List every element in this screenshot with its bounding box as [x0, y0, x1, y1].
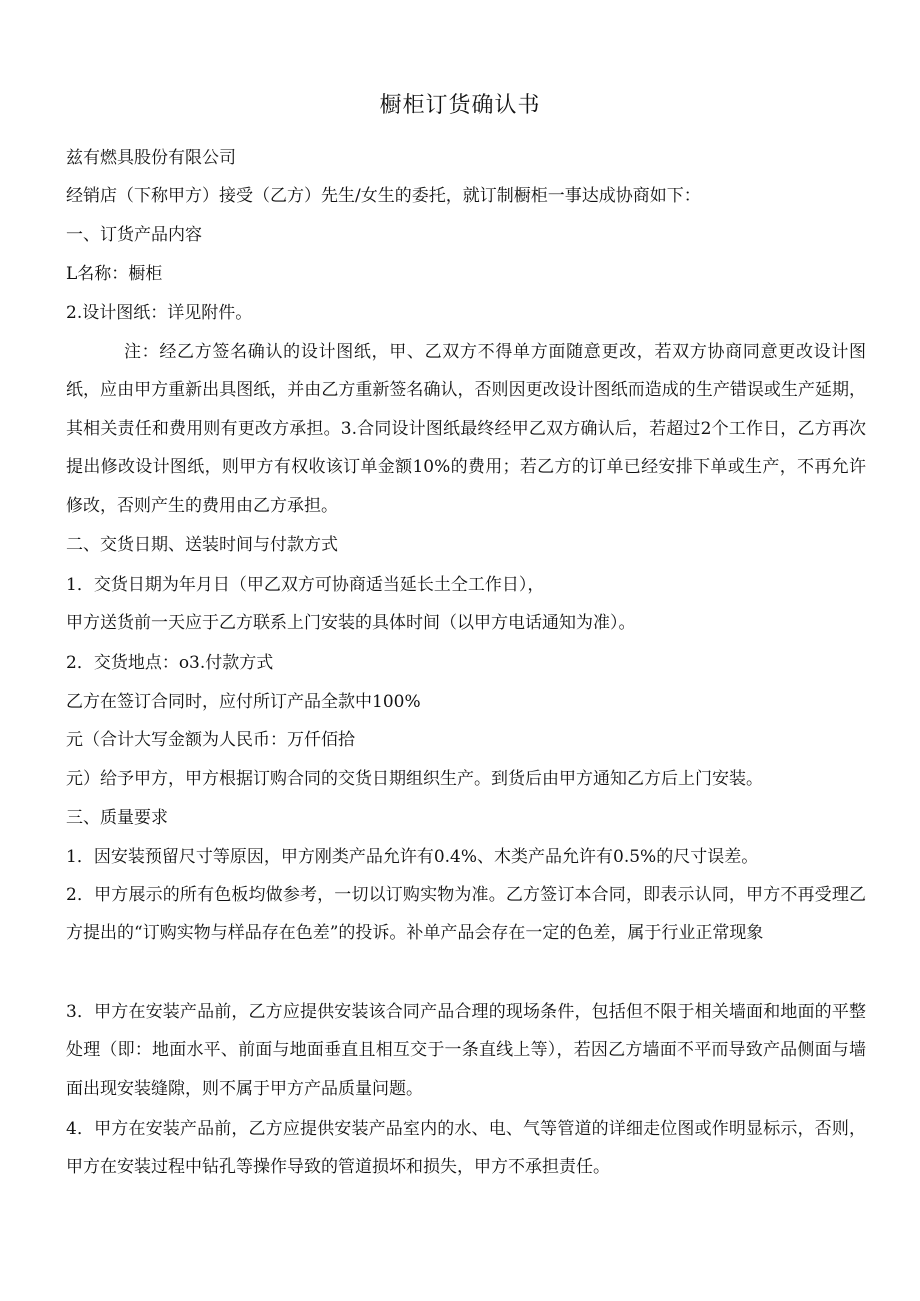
section3-item-pipelines: 4．甲方在安装产品前，乙方应提供安装产品室内的水、电、气等管道的详细走位图或作明显标示，否则，甲方在安装过程中钻孔等操作导致的管道损坏和损失，甲方不承担责任。 [66, 1119, 866, 1178]
section3-heading: 三、质量要求 [66, 808, 168, 828]
section2-delivery-notice: 甲方送货前一天应于乙方联系上门安装的具体时间（以甲方电话通知为准）。 [66, 613, 636, 633]
payment-line-2: 元（合计大写金额为人民币：万仟佰拾 [66, 730, 355, 750]
section2-item-delivery-date: 1．交货日期为年月日（甲乙双方可协商适当延长土仝工作日）， [66, 575, 545, 595]
section1-note-paragraph: 注：经乙方签名确认的设计图纸，甲、乙双方不得单方面随意更改，若双方协商同意更改设计图纸，应由甲方重新出具图纸，并由乙方重新签名确认，否则因更改设计图纸而造成的生产错误或生产延期，其相关责任和费用则有更改方承担。3.合同设计图纸最终经甲乙双方确认后，若超过2个工作日，乙方再次提出修改设计图纸，则甲方有权收该订单金额10%的费用；若乙方的订单已经安排下单或生产，不再允许修改，否则产生的费用由乙方承担。 [66, 342, 866, 516]
section2-item-delivery-place: 2．交货地点：o3.付款方式 [66, 653, 274, 673]
section3-item-color: 2．甲方展示的所有色板均做参考，一切以订购实物为准。乙方签订本合同，即表示认同，甲方不再受理乙方提出的“订购实物与样品存在色差”的投诉。补单产品会存在一定的色差，属于行业正常现象 [66, 885, 866, 944]
document-title: 橱柜订货确认书 [379, 93, 541, 118]
section2-heading: 二、交货日期、送装时间与付款方式 [66, 535, 338, 555]
intro-paragraph: 经销店（下称甲方）接受（乙方）先生/女生的委托，就订制橱柜一事达成协商如下： [66, 186, 701, 206]
section1-item-name: L名称：橱柜 [66, 264, 163, 284]
section1-item-drawings: 2.设计图纸：详见附件。 [66, 303, 253, 323]
payment-line-3: 元）给予甲方，甲方根据订购合同的交货日期组织生产。到货后由甲方通知乙方后上门安装。 [66, 769, 763, 789]
section3-item-tolerance: 1．因安装预留尺寸等原因，甲方刚类产品允许有0.4%、木类产品允许有0.5%的尺寸误差。 [66, 847, 759, 867]
section3-item-site-conditions: 3．甲方在安装产品前，乙方应提供安装该合同产品合理的现场条件，包括但不限于相关墙面和地面的平整处理（即：地面水平、前面与地面垂直且相互交于一条直线上等），若因乙方墙面不平而导致产品侧面与墙面出现安装缝隙，则不属于甲方产品质量问题。 [66, 1002, 866, 1099]
section1-heading: 一、订货产品内容 [66, 225, 202, 245]
payment-line-1: 乙方在签订合同时，应付所订产品全款中100% [66, 692, 421, 712]
company-line: 兹有燃具股份有限公司 [66, 148, 236, 168]
